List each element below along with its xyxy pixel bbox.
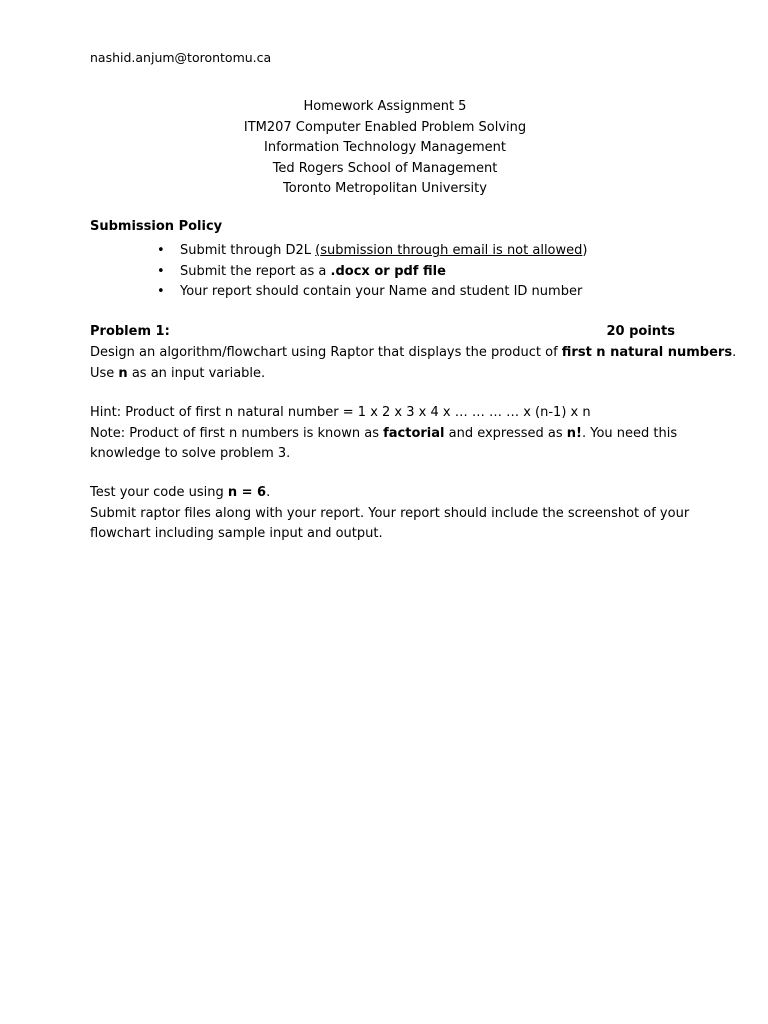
bullet-icon: •: [157, 263, 165, 279]
text-run: Design an algorithm/flowchart using Raptor that displays the product of: [90, 345, 562, 360]
text-run-bold: n: [118, 365, 128, 381]
paragraph-line: [90, 343, 737, 364]
list-item: [90, 262, 680, 283]
text-run-bold: n!: [566, 425, 582, 441]
submission-policy-heading: Submission Policy: [90, 219, 223, 234]
text-run: and expressed as: [444, 425, 567, 441]
text-run: Use: [90, 365, 119, 381]
list-item-bold-text: .docx or pdf file: [330, 263, 446, 279]
problem-title: Problem 1:: [90, 324, 170, 339]
list-item-text: Submit through D2L: [180, 243, 316, 258]
problem-hint: [90, 403, 690, 465]
problem-1-heading: [90, 324, 675, 339]
text-run-bold: n = 6: [227, 485, 267, 500]
list-item: [90, 282, 680, 303]
text-run-bold: first n natural numbers: [561, 345, 733, 360]
course-name: ITM207 Computer Enabled Problem Solving: [243, 119, 527, 135]
problem-points: 20 points: [606, 324, 675, 339]
assignment-title: Homework Assignment 5: [303, 99, 467, 114]
list-item-underlined-text: submission through email is not allowed: [320, 243, 583, 258]
note-line: [90, 424, 690, 445]
submit-line: flowchart including sample input and output.: [90, 526, 383, 541]
problem-instructions: [90, 483, 690, 545]
document-header: [90, 97, 680, 200]
list-item-paren: ): [582, 243, 588, 258]
note-line: knowledge to solve problem 3.: [90, 446, 291, 461]
author-email: nashid.anjum@torontomu.ca: [90, 50, 272, 65]
text-run: Test your code using: [90, 485, 228, 500]
text-run: .: [732, 345, 737, 360]
bullet-icon: •: [157, 284, 165, 299]
test-line: [90, 483, 690, 504]
school-name: Ted Rogers School of Management: [272, 160, 498, 176]
text-run-bold: factorial: [383, 425, 445, 441]
university-name: Toronto Metropolitan University: [283, 181, 487, 196]
submission-policy-list: [90, 241, 680, 303]
list-item-paren: (: [315, 243, 321, 258]
hint-line: Hint: Product of first n natural number = 1 x 2 x 3 x 4 x … … … … x (n-1) x n: [90, 405, 591, 420]
list-item: [90, 241, 680, 262]
list-item-text: Your report should contain your Name and student ID number: [180, 284, 583, 299]
list-item-text: Submit the report as a: [180, 263, 331, 279]
text-run: .: [266, 485, 271, 500]
text-run: as an input variable.: [127, 365, 266, 381]
program-name: Information Technology Management: [264, 140, 506, 155]
paragraph-line: [90, 364, 690, 385]
problem-description: [90, 343, 737, 384]
submit-line: Submit raptor files along with your report. Your report should include the screenshot of your: [90, 505, 690, 521]
bullet-icon: •: [157, 243, 165, 258]
text-run: Note: Product of first n numbers is known as: [90, 425, 384, 441]
text-run: . You need this: [581, 425, 678, 441]
